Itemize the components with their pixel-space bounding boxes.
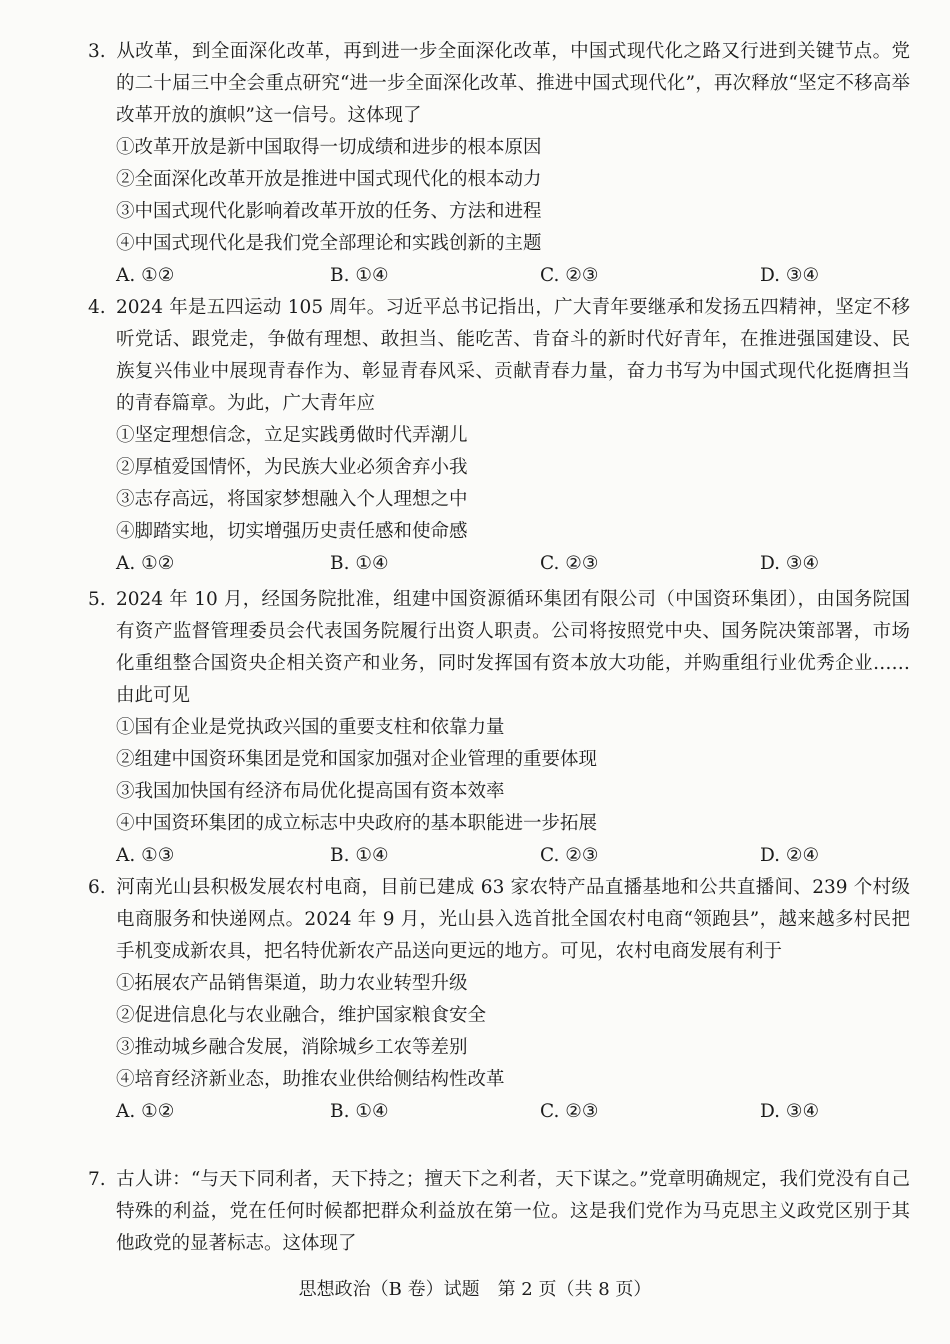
question-stem	[88, 584, 910, 712]
question-5	[88, 584, 910, 872]
option-b[interactable]: B. ①④	[330, 845, 389, 866]
option-b[interactable]: B. ①④	[330, 553, 389, 574]
option-a[interactable]: A. ①②	[116, 1101, 175, 1122]
statement: ④中国资环集团的成立标志中央政府的基本职能进一步拓展	[116, 813, 598, 834]
question-stem	[88, 872, 910, 968]
statement: ③我国加快国有经济布局优化提高国有资本效率	[116, 781, 505, 802]
option-c[interactable]: C. ②③	[540, 265, 599, 286]
option-row	[88, 840, 910, 872]
question-text: 从改革，到全面深化改革，再到进一步全面深化改革，中国式现代化之路又行进到关键节点。党的二十届三中全会重点研究“进一步全面深化改革、推进中国式现代化”，再次释放“坚定不移高举改革开放的旗帜”这一信号。这体现了	[116, 41, 910, 126]
question-number: 3.	[88, 41, 106, 62]
statement: ④中国式现代化是我们党全部理论和实践创新的主题	[116, 233, 542, 254]
option-a[interactable]: A. ①②	[116, 265, 175, 286]
question-text: 2024 年 10 月，经国务院批准，组建中国资源循环集团有限公司（中国资环集团），由国务院国有资产监督管理委员会代表国务院履行出资人职责。公司将按照党中央、国务院决策部署，市场化重组整合国资央企相关资产和业务，同时发挥国有资本放大功能，并购重组行业优秀企业……由此可见	[116, 589, 910, 706]
option-c[interactable]: C. ②③	[540, 1101, 599, 1122]
option-c[interactable]: C. ②③	[540, 553, 599, 574]
option-b[interactable]: B. ①④	[330, 265, 389, 286]
statement: ②组建中国资环集团是党和国家加强对企业管理的重要体现	[116, 749, 598, 770]
statement: ③中国式现代化影响着改革开放的任务、方法和进程	[116, 201, 542, 222]
question-text: 2024 年是五四运动 105 周年。习近平总书记指出，广大青年要继承和发扬五四精神，坚定不移听党话、跟党走，争做有理想、敢担当、能吃苦、肯奋斗的新时代好青年，在推进强国建设、民族复兴伟业中展现青春作为、彰显青春风采、贡献青春力量，奋力书写为中国式现代化挺膺担当的青春篇章。为此，广大青年应	[116, 297, 910, 414]
question-stem	[88, 36, 910, 132]
question-number: 5.	[88, 589, 106, 610]
statement: ①改革开放是新中国取得一切成绩和进步的根本原因	[116, 137, 542, 158]
option-row	[88, 260, 910, 292]
question-number: 6.	[88, 877, 106, 898]
statement: ④培育经济新业态，助推农业供给侧结构性改革	[116, 1069, 505, 1090]
option-a[interactable]: A. ①③	[116, 845, 175, 866]
statement: ③推动城乡融合发展，消除城乡工农等差别	[116, 1037, 468, 1058]
question-number: 4.	[88, 297, 106, 318]
statement: ②促进信息化与农业融合，维护国家粮食安全	[116, 1005, 487, 1026]
option-a[interactable]: A. ①②	[116, 553, 175, 574]
statement: ①坚定理想信念，立足实践勇做时代弄潮儿	[116, 425, 468, 446]
option-d[interactable]: D. ③④	[760, 1101, 820, 1122]
page-footer: 思想政治（B 卷）试题 第 2 页（共 8 页）	[298, 1279, 652, 1300]
question-7	[88, 1164, 910, 1260]
statement: ②厚植爱国情怀，为民族大业必须舍弃小我	[116, 457, 468, 478]
question-stem	[88, 1164, 910, 1260]
option-row	[88, 1096, 910, 1128]
statement: ①拓展农产品销售渠道，助力农业转型升级	[116, 973, 468, 994]
option-b[interactable]: B. ①④	[330, 1101, 389, 1122]
question-text: 古人讲：“与天下同利者，天下持之；擅天下之利者，天下谋之。”党章明确规定，我们党没有自己特殊的利益，党在任何时候都把群众利益放在第一位。这是我们党作为马克思主义政党区别于其他政党的显著标志。这体现了	[116, 1169, 910, 1254]
option-d[interactable]: D. ②④	[760, 845, 820, 866]
statement: ①国有企业是党执政兴国的重要支柱和依靠力量	[116, 717, 505, 738]
question-stem	[88, 292, 910, 420]
question-number: 7.	[88, 1169, 106, 1190]
option-d[interactable]: D. ③④	[760, 553, 820, 574]
option-row	[88, 548, 910, 580]
question-4	[88, 292, 910, 580]
option-d[interactable]: D. ③④	[760, 265, 820, 286]
statement-list	[88, 712, 910, 840]
statement-list	[88, 132, 910, 260]
question-6	[88, 872, 910, 1128]
question-3	[88, 36, 910, 292]
statement: ④脚踏实地，切实增强历史责任感和使命感	[116, 521, 468, 542]
option-c[interactable]: C. ②③	[540, 845, 599, 866]
statement-list	[88, 968, 910, 1096]
statement: ②全面深化改革开放是推进中国式现代化的根本动力	[116, 169, 542, 190]
question-text: 河南光山县积极发展农村电商，目前已建成 63 家农特产品直播基地和公共直播间、239 个村级电商服务和快递网点。2024 年 9 月，光山县入选首批全国农村电商“领跑县”，越来越多村民把手机变成新农具，把名特优新农产品送向更远的地方。可见，农村电商发展有利于	[116, 877, 910, 962]
statement-list	[88, 420, 910, 548]
statement: ③志存高远，将国家梦想融入个人理想之中	[116, 489, 468, 510]
